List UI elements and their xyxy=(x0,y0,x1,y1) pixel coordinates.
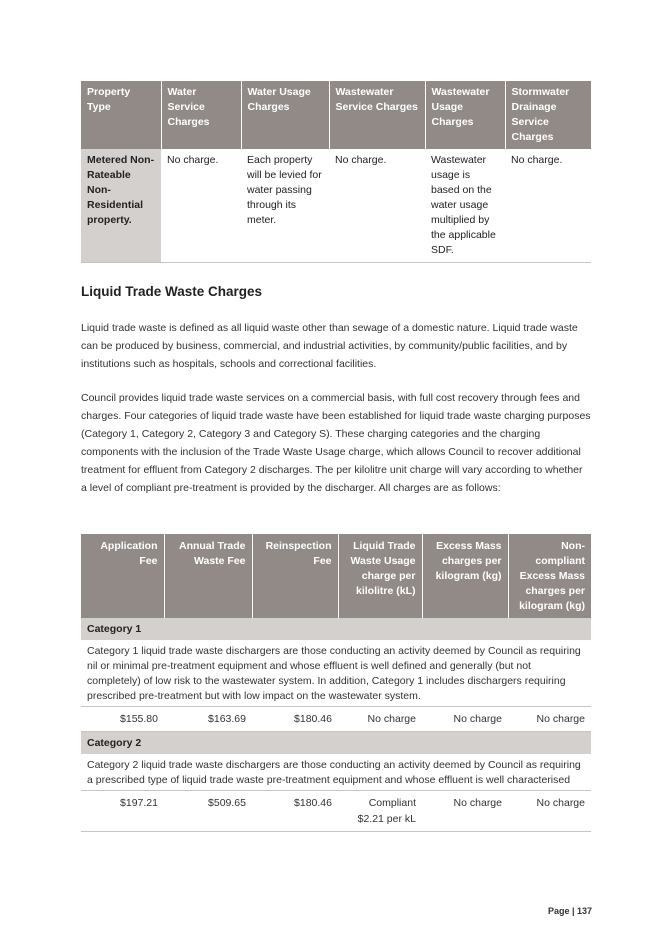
header-reinspection-fee: Reinspection Fee xyxy=(252,534,338,618)
cat2-annual-fee: $509.65 xyxy=(164,791,252,832)
section-heading: Liquid Trade Waste Charges xyxy=(81,284,263,299)
header-stormwater: Stormwater Drainage Service Charges xyxy=(505,81,591,149)
header-noncompliant-excess: Non-compliant Excess Mass charges per kilogram (kg) xyxy=(508,534,591,618)
category-1-title: Category 1 xyxy=(81,618,591,640)
category-description-row xyxy=(81,640,591,707)
cat2-usage-label: Compliant xyxy=(368,797,416,809)
table-header-row xyxy=(81,534,591,618)
category-2-title: Category 2 xyxy=(81,732,591,755)
header-wastewater-service: Wastewater Service Charges xyxy=(329,81,425,149)
cat2-application-fee: $197.21 xyxy=(81,791,164,832)
cell-wastewater-usage: Wastewater usage is based on the water usage multiplied by the applicable SDF. xyxy=(425,149,505,263)
cell-stormwater: No charge. xyxy=(505,149,591,263)
cat1-annual-fee: $163.69 xyxy=(164,707,252,732)
cat2-usage-charge xyxy=(338,791,422,832)
paragraph-services: Council provides liquid trade waste services on a commercial basis, with full cost recovery through fees and charges. Four categories of liquid trade waste have been established for liquid trade waste charging purposes (Category 1, Category 2, Category 3 and Category S). These charging categories and the charging components with the inclusion of the Trade Waste Usage charge, which allows Council to recover additional treatment for effluent from Category 2 discharges. The per kilolitre unit charge will vary according to whether a level of compliant pre-treatment is provided by the discharger. All charges are as follows: xyxy=(81,392,591,494)
header-water-service: Water Service Charges xyxy=(161,81,241,149)
cell-wastewater-service: No charge. xyxy=(329,149,425,263)
header-water-usage: Water Usage Charges xyxy=(241,81,329,149)
category-description-row xyxy=(81,754,591,791)
cat1-excess-mass: No charge xyxy=(422,707,508,732)
header-property-type: Property Type xyxy=(81,81,161,149)
cat2-excess-mass: No charge xyxy=(422,791,508,832)
cat1-reinspection-fee: $180.46 xyxy=(252,707,338,732)
category-2-description: Category 2 liquid trade waste dischargers are those conducting an activity deemed by Council as requiring a prescribed type of liquid trade waste pre-treatment equipment and whose effluent is well characterised xyxy=(81,754,591,791)
table-row xyxy=(81,707,591,732)
table-row xyxy=(81,791,591,832)
cat2-noncompliant-excess: No charge xyxy=(508,791,591,832)
header-excess-mass: Excess Mass charges per kilogram (kg) xyxy=(422,534,508,618)
property-charges-table xyxy=(81,81,591,263)
category-title-row xyxy=(81,618,591,640)
paragraph-definition: Liquid trade waste is defined as all liquid waste other than sewage of a domestic nature. Liquid trade waste can be produced by business, commercial, and industrial activities, by community/public facilities, and by institutions such as hospitals, schools and correctional facilities. xyxy=(81,322,578,370)
page-number: Page | 137 xyxy=(547,906,592,916)
cat1-noncompliant-excess: No charge xyxy=(508,707,591,732)
category-1-description: Category 1 liquid trade waste dischargers are those conducting an activity deemed by Council as requiring nil or minimal pre-treatment equipment and whose effluent is well defined and generally (but not completely) of low risk to the wastewater system. In addition, Category 1 includes dischargers requiring prescribed pre-treatment but with low impact on the wastewater system. xyxy=(81,640,591,707)
cell-water-usage: Each property will be levied for water passing through its meter. xyxy=(241,149,329,263)
header-annual-fee: Annual Trade Waste Fee xyxy=(164,534,252,618)
cat2-reinspection-fee: $180.46 xyxy=(252,791,338,832)
cell-water-service: No charge. xyxy=(161,149,241,263)
cell-property-type: Metered Non-Rateable Non-Residential property. xyxy=(81,149,161,263)
table-row xyxy=(81,149,591,263)
trade-waste-charges-table xyxy=(81,534,591,832)
header-wastewater-usage: Wastewater Usage Charges xyxy=(425,81,505,149)
header-usage-charge: Liquid Trade Waste Usage charge per kilolitre (kL) xyxy=(338,534,422,618)
category-title-row xyxy=(81,732,591,755)
cat2-usage-rate: $2.21 per kL xyxy=(357,813,416,825)
table-header-row xyxy=(81,81,591,149)
header-application-fee: Application Fee xyxy=(81,534,164,618)
cat1-application-fee: $155.80 xyxy=(81,707,164,732)
cat1-usage-charge: No charge xyxy=(338,707,422,732)
